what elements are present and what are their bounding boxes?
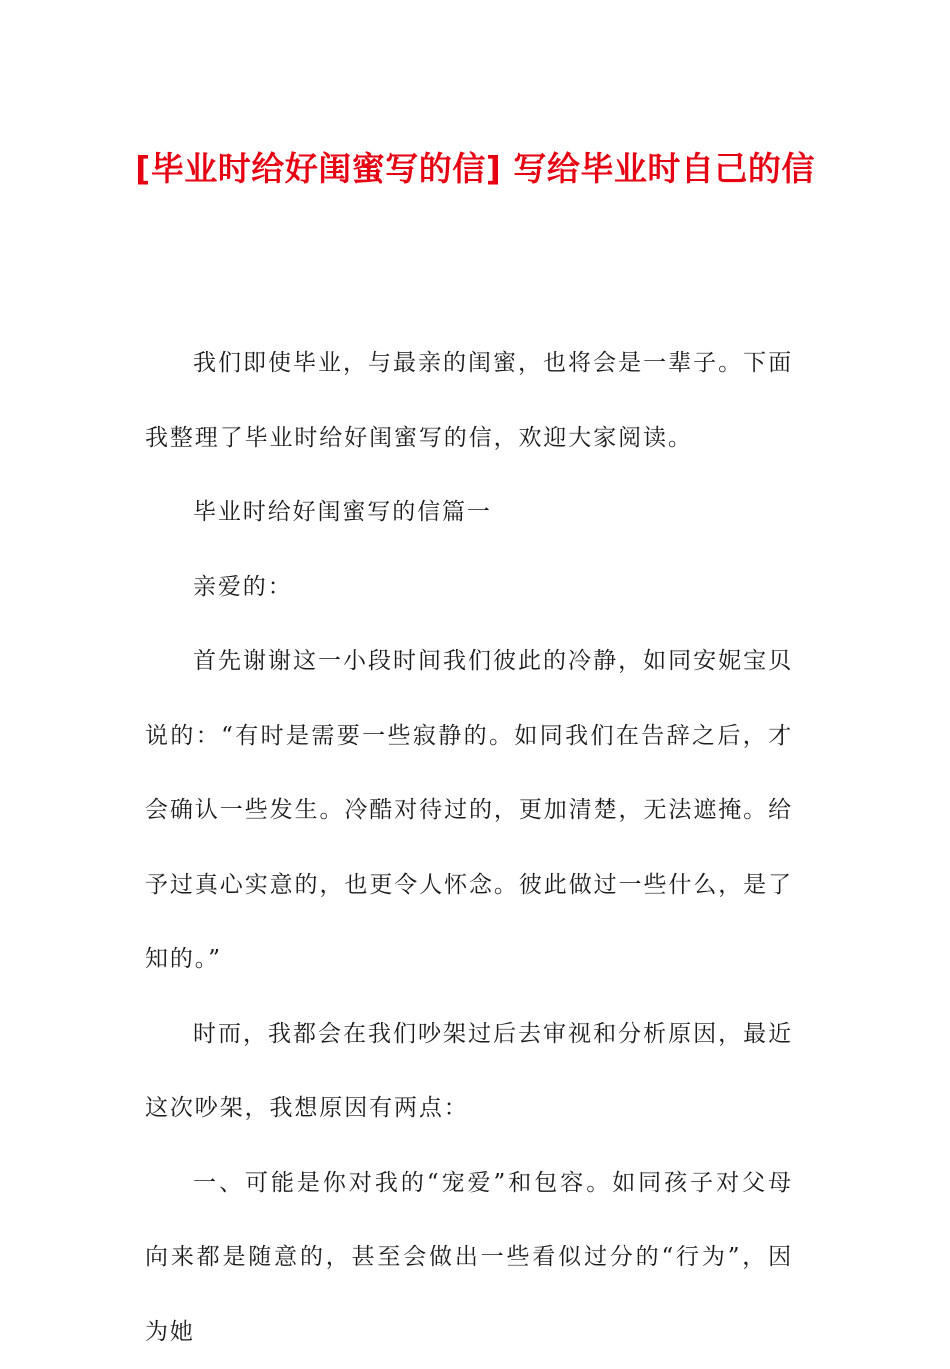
paragraph-intro: 我们即使毕业，与最亲的闺蜜，也将会是一辈子。下面我整理了毕业时给好闺蜜写的信，欢迎大家阅读。 — [145, 326, 793, 475]
salutation: 亲爱的： — [145, 550, 793, 625]
paragraph-reason-one: 一、可能是你对我的“宠爱”和包容。如同孩子对父母向来都是随意的，甚至会做出一些看似过分的“行为”，因为她 — [145, 1146, 793, 1369]
section-heading: 毕业时给好闺蜜写的信篇一 — [145, 475, 793, 550]
paragraph-reflection: 时而，我都会在我们吵架过后去审视和分析原因，最近这次吵架，我想原因有两点： — [145, 997, 793, 1146]
paragraph-thanks: 首先谢谢这一小段时间我们彼此的冷静，如同安妮宝贝说的：“有时是需要一些寂静的。如同我们在告辞之后，才会确认一些发生。冷酷对待过的，更加清楚，无法遮掩。给予过真心实意的，也更令人怀念。彼此做过一些什么，是了知的。” — [145, 624, 793, 997]
document-title: [毕业时给好闺蜜写的信] 写给毕业时自己的信 — [100, 143, 850, 195]
document-body — [145, 326, 793, 1369]
